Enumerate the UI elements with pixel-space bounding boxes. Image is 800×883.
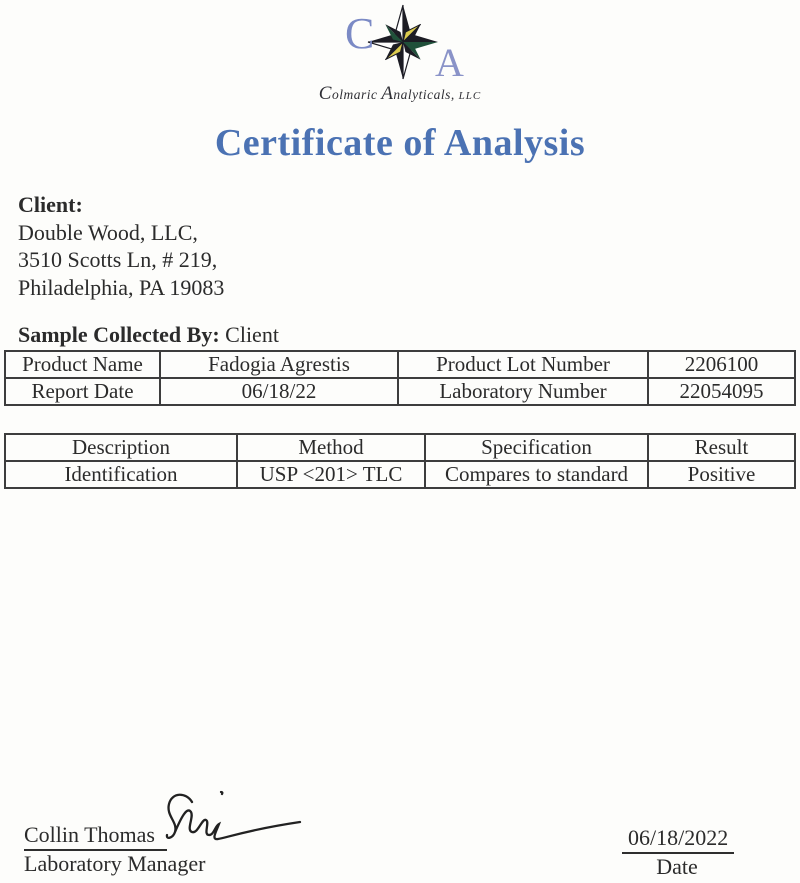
sample-collected-line <box>18 322 800 348</box>
sample-collected-label: Sample Collected By <box>18 321 213 347</box>
sample-collected-value: Client <box>225 321 279 347</box>
product-info-table <box>4 350 796 406</box>
signature-name: Collin Thomas <box>24 822 167 851</box>
table-row <box>5 461 795 488</box>
results-cell: Identification <box>5 461 237 488</box>
table-row <box>5 378 795 405</box>
results-table <box>4 433 796 489</box>
signature-scribble-icon <box>158 788 308 850</box>
tagline-word: Analyticals, <box>381 83 455 104</box>
table-row <box>5 434 795 461</box>
signature-role: Laboratory Manager <box>24 851 206 876</box>
table-cell: Fadogia Agrestis <box>160 351 398 378</box>
results-cell: Positive <box>648 461 795 488</box>
results-cell: Compares to standard <box>425 461 648 488</box>
compass-rose-icon <box>325 2 475 80</box>
client-heading: Client: <box>18 192 83 217</box>
tagline-word: Colmaric <box>318 83 378 104</box>
table-cell: Laboratory Number <box>398 378 648 405</box>
client-line: Philadelphia, PA 19083 <box>18 275 225 301</box>
page-title: Certificate of Analysis <box>214 122 586 164</box>
table-cell: Product Name <box>5 351 160 378</box>
results-cell: USP <201> TLC <box>237 461 425 488</box>
logo-tagline <box>0 83 800 105</box>
table-row <box>5 351 795 378</box>
logo-letter-a: A <box>435 40 464 80</box>
signature-name-row <box>24 822 167 851</box>
client-line: 3510 Scotts Ln, # 219, <box>18 247 218 273</box>
date-label: Date <box>656 854 698 879</box>
client-block <box>18 191 800 302</box>
results-header-cell: Specification <box>425 434 648 461</box>
date-value: 06/18/2022 <box>622 825 734 854</box>
table-cell: Report Date <box>5 378 160 405</box>
table-cell: Product Lot Number <box>398 351 648 378</box>
logo-letter-c: C <box>345 9 375 58</box>
results-header-cell: Description <box>5 434 237 461</box>
table-cell: 06/18/22 <box>160 378 398 405</box>
results-header-cell: Method <box>237 434 425 461</box>
table-cell: 22054095 <box>648 378 795 405</box>
client-line: Double Wood, LLC, <box>18 219 198 245</box>
results-header-cell: Result <box>648 434 795 461</box>
table-cell: 2206100 <box>648 351 795 378</box>
sample-separator: : <box>212 321 226 347</box>
tagline-word: LLC <box>458 90 482 102</box>
logo <box>0 0 800 105</box>
